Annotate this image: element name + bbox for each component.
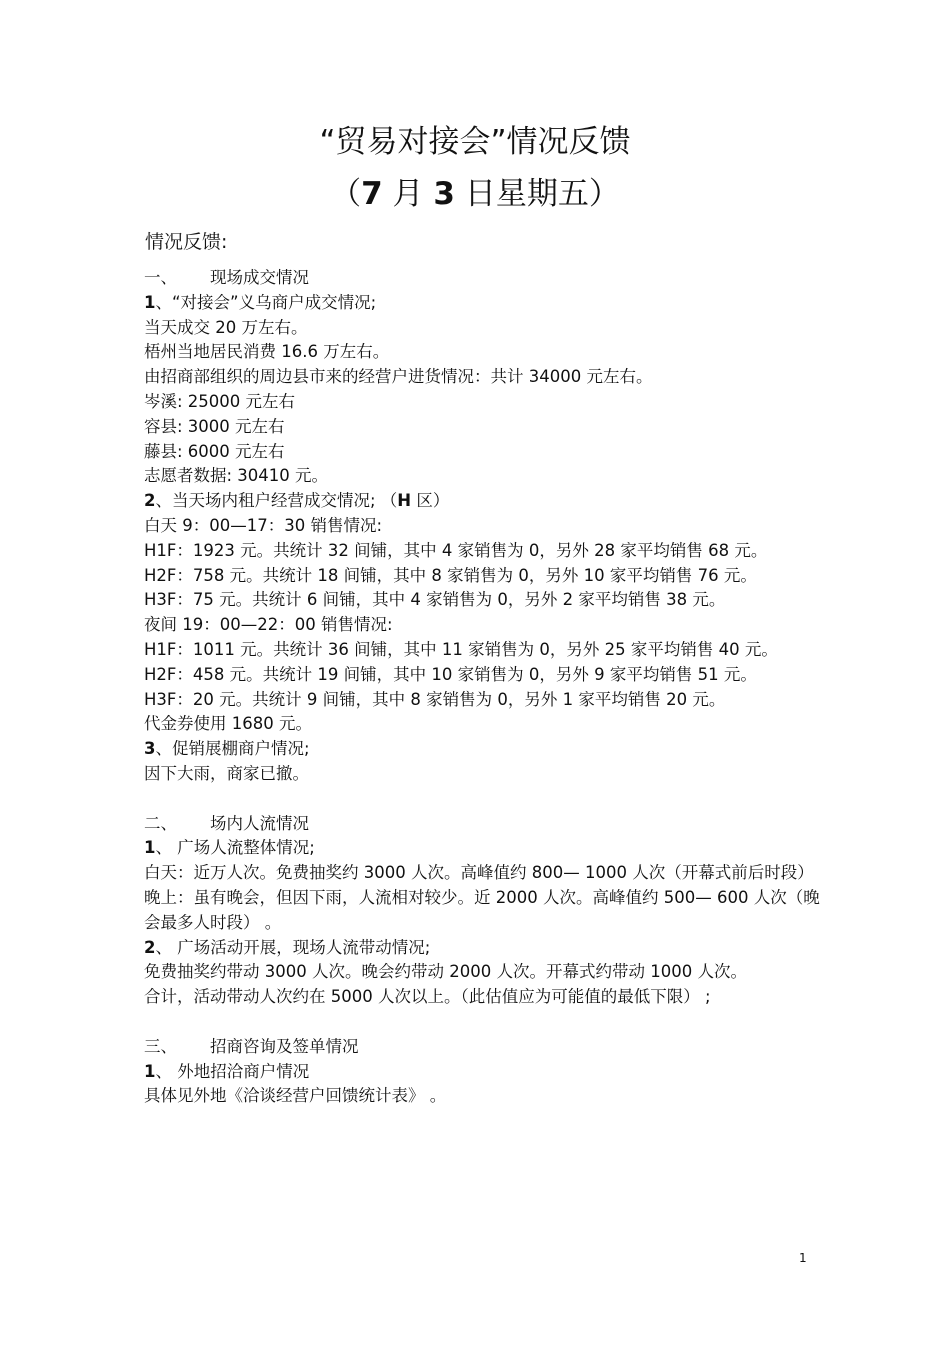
section-3-title: 招商咨询及签单情况 [210,1036,359,1056]
zone-suffix: 区） [411,491,450,511]
text-line: H1F：1923 元。共统计 32 间铺，其中 4 家销售为 0，另外 28 家平均销售 68 元。 [144,540,768,560]
text-line: H3F：75 元。共统计 6 间铺，其中 4 家销售为 0，另外 2 家平均销售 38 元。 [144,590,726,610]
section-3-item-1 [144,1060,824,1085]
section-3-heading [144,1035,824,1060]
text-line: 容县: 3000 元左右 [144,416,285,436]
section-2-title: 场内人流情况 [210,813,309,833]
text-line: 志愿者数据: 30410 元。 [144,466,329,486]
text-line: H2F：758 元。共统计 18 间铺，其中 8 家销售为 0，另外 10 家平均销售 76 元。 [144,565,757,585]
document-subtitle [0,174,950,214]
section-1-item-3 [144,737,824,762]
text-paragraph: 晚上：虽有晚会，但因下雨，人流相对较少。近 2000 人次。高峰值约 500— 600 人次（晚会最多人时段） 。 [144,887,820,932]
section-2-item-2 [144,936,824,961]
section-1-item-1 [144,291,824,316]
text-line: 具体见外地《洽谈经营户回馈统计表》 。 [144,1086,447,1106]
item-text: 、 外地招洽商户情况 [155,1061,310,1081]
text-line: H1F：1011 元。共统计 36 间铺，其中 11 家销售为 0，另外 25 家平均销售 40 元。 [144,639,778,659]
subtitle-month-num: 7 [361,176,383,212]
section-2-item-1 [144,836,824,861]
page-number: 1 [799,1251,807,1265]
text-line: 梧州当地居民消费 16.6 万左右。 [144,342,390,362]
text-line: H2F：458 元。共统计 19 间铺，其中 10 家销售为 0，另外 9 家平均销售 51 元。 [144,664,757,684]
text-line: 代金券使用 1680 元。 [144,714,312,734]
item-number: 2 [144,491,156,511]
text-line: 夜间 19：00—22：00 销售情况: [144,615,393,635]
text-line: 由招商部组织的周边县市来的经营户进货情况：共计 34000 元左右。 [144,367,653,387]
item-number: 1 [144,838,156,858]
section-2-number: 二、 [144,813,177,833]
subtitle-open: （ [330,176,362,212]
section-1-title: 现场成交情况 [210,268,309,287]
item-text: 、“对接会”义乌商户成交情况; [155,292,377,312]
section-1-number: 一、 [144,268,177,287]
subtitle-month: 月 [382,176,434,212]
document-title: “贸易对接会”情况反馈 [319,124,631,160]
text-line: H3F：20 元。共统计 9 间铺，其中 8 家销售为 0，另外 1 家平均销售 20 元。 [144,689,726,709]
section-1-item-2 [144,489,824,514]
text-line: 当天成交 20 万左右。 [144,317,308,337]
text-line: 藤县: 6000 元左右 [144,441,285,461]
item-number: 2 [144,937,156,957]
item-text: 、 广场活动开展，现场人流带动情况; [155,937,431,957]
text-line: 白天 9：00—17：30 销售情况: [144,515,383,535]
text-line: 岑溪: 25000 元左右 [144,391,296,411]
zone-label: H [397,491,412,511]
paragraph-gap [144,1010,824,1035]
document-body [144,266,824,1109]
section-1-heading [144,266,824,291]
text-paragraph: 白天：近万人次。免费抽奖约 3000 人次。高峰值约 800— 1000 人次（开幕式前后时段） [144,863,814,883]
intro-heading: 情况反馈: [145,231,228,253]
subtitle-rest: 日星期五） [455,176,620,212]
item-number: 1 [144,1061,156,1081]
item-text: 、 广场人流整体情况; [155,838,315,858]
item-number: 3 [144,739,156,759]
subtitle-day-num: 3 [433,176,455,212]
text-line: 合计，活动带动人次约在 5000 人次以上。（此估值应为可能值的最低下限） ; [144,987,711,1007]
text-line: 因下大雨，商家已撤。 [144,763,309,783]
item-text: 、当天场内租户经营成交情况; （ [155,491,398,511]
text-line: 免费抽奖约带动 3000 人次。晚会约带动 2000 人次。开幕式约带动 1000 人次。 [144,962,747,982]
item-number: 1 [144,292,156,312]
item-text: 、促销展棚商户情况; [155,739,310,759]
section-2-heading [144,812,824,837]
paragraph-gap [144,787,824,812]
section-3-number: 三、 [144,1036,177,1056]
